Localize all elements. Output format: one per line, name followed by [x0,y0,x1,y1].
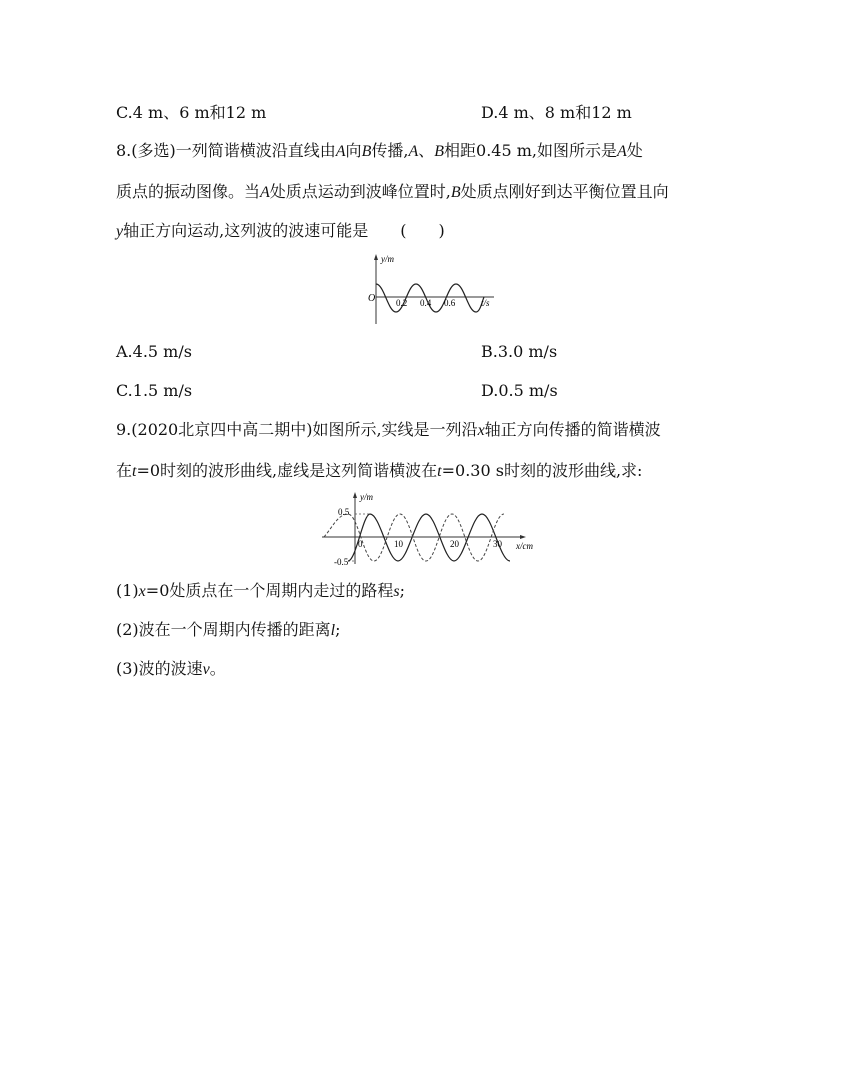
text: 相距0.45 m,如图所示是 [444,141,617,160]
x-label: x/cm [516,541,533,551]
tick-label: 10 [394,539,403,549]
text: 轴正方向传播的简谐横波 [484,420,661,439]
tick-label: 20 [450,539,459,549]
var: A [408,143,419,160]
y-label: y/m [381,254,394,264]
y-label: y/m [360,492,373,502]
tick-label: 30 [493,539,502,549]
tick-label: 0.4 [420,298,432,308]
q8-option-b: B.3.0 m/s [481,342,558,361]
text: 9.(2020北京四中高二期中)如图所示,实线是一列沿 [116,420,478,439]
var: x [477,422,485,439]
q8-stem-line2 [116,182,669,203]
q7-option-d: D.4 m、8 m和12 m [481,103,632,122]
text: 向 [345,141,362,160]
text: =0处质点在一个周期内走过的路程 [145,581,394,600]
q9-subquestion-1 [116,581,405,602]
text: (1) [116,581,139,600]
text: 传播, [371,141,409,160]
q9-stem-line2 [116,461,642,482]
y-axis-arrow [353,492,357,498]
text: =0时刻的波形曲线,虚线是这列简谐横波在 [136,461,438,480]
q8-option-d: D.0.5 m/s [481,381,558,400]
var: s [393,583,400,600]
var: x [138,583,146,600]
y-bottom-label: -0.5 [334,557,349,567]
q8-vibration-graph [366,252,506,328]
q7-option-c: C.4 m、6 m和12 m [116,103,267,122]
text: 轴正方向运动,这列波的波速可能是 ( ) [123,221,445,240]
var: B [450,184,461,201]
var: A [617,143,627,160]
text: 处 [626,141,643,160]
origin-label: O [368,293,376,304]
y-axis-arrow [374,254,378,260]
y-top-label: 0.5 [338,507,350,517]
var: t [437,463,442,480]
text: 在 [116,461,133,480]
text: (3)波的波速 [116,659,203,678]
t-label: t/s [481,298,490,308]
q9-waveform-graph [318,490,544,568]
text: 质点的振动图像。当 [116,182,261,201]
text: ; [399,581,405,600]
q8-option-c: C.1.5 m/s [116,381,193,400]
tick-label: 0.6 [444,298,456,308]
var: l [330,622,336,639]
text: ; [335,620,341,639]
q9-stem-line1 [116,420,661,441]
tick-label: 0.2 [396,298,408,308]
origin-label: 0 [358,539,363,549]
text: 8.(多选)一列简谐横波沿直线由 [116,141,336,160]
var: v [202,661,210,678]
text: 。 [209,659,226,678]
var: B [361,143,372,160]
var: t [132,463,137,480]
text: 处质点运动到波峰位置时, [269,182,451,201]
text: 处质点刚好到达平衡位置且向 [460,182,669,201]
q8-stem-line1 [116,141,643,162]
var: A [335,143,346,160]
var: y [116,223,124,240]
x-axis-arrow [520,535,526,539]
q8-stem-line3 [116,221,445,242]
text: (2)波在一个周期内传播的距离 [116,620,331,639]
text: 、 [418,141,435,160]
q9-subquestion-3 [116,659,226,680]
text: =0.30 s时刻的波形曲线,求: [441,461,643,480]
q9-subquestion-2 [116,620,341,641]
q8-option-a: A.4.5 m/s [116,342,192,361]
var: B [434,143,445,160]
var: A [260,184,270,201]
